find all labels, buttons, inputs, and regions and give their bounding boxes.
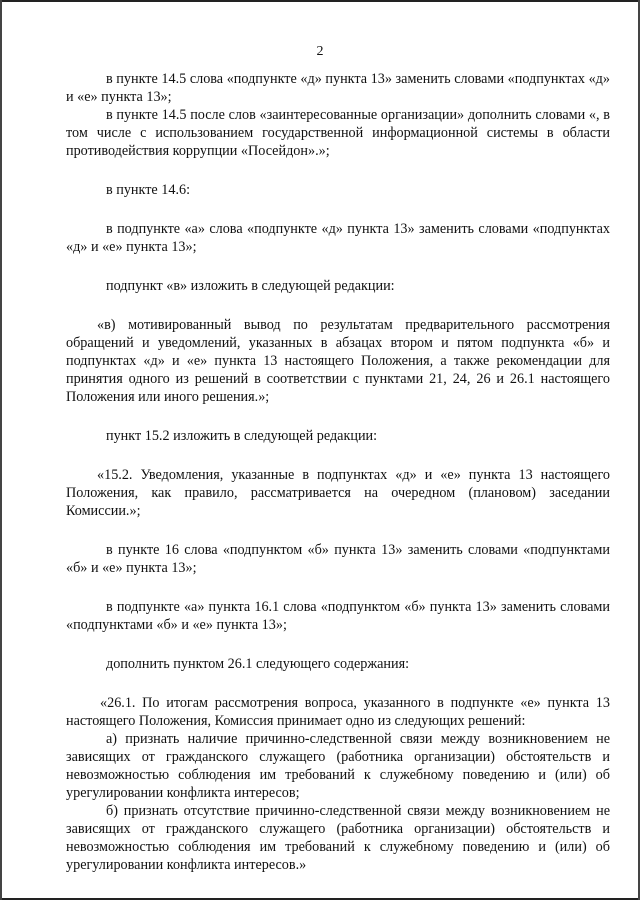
paragraph-7: пункт 15.2 изложить в следующей редакции: xyxy=(106,428,378,444)
paragraph-1: в пункте 14.5 слова «подпункте «д» пункта 13» заменить словами «подпунктах «д» и «е» пункта 13»; xyxy=(66,71,610,105)
document-body xyxy=(66,70,610,874)
paragraph-4: в подпункте «а» слова «подпункте «д» пункта 13» заменить словами «подпунктах «д» и «е» пункта 13»; xyxy=(66,221,610,255)
paragraph-9: в пункте 16 слова «подпунктом «б» пункта 13» заменить словами «подпунктами «б» и «е» пункта 13»; xyxy=(66,542,610,576)
paragraph-5: подпункт «в» изложить в следующей редакции: xyxy=(106,278,395,294)
paragraph-13: а) признать наличие причинно-следственной связи между возникновением не зависящих от гражданского служащего (работника организации) обстоятельств и невозможностью соблюдения им требований к служебному поведению и (или) об урегулировании конфликта интересов; xyxy=(66,731,610,801)
paragraph-3: в пункте 14.6: xyxy=(106,182,191,198)
scan-edge-left xyxy=(0,0,2,900)
paragraph-12: «26.1. По итогам рассмотрения вопроса, указанного в подпункте «е» пункта 13 настоящего Положения, Комиссия принимает одно из следующих решений: xyxy=(66,695,610,729)
paragraph-14: б) признать отсутствие причинно-следственной связи между возникновением не зависящих от гражданского служащего (работника организации) обстоятельств и невозможностью соблюдения им требований к служебному поведению и (или) об урегулировании конфликта интересов.» xyxy=(66,803,610,873)
page-number: 2 xyxy=(316,44,324,59)
paragraph-10: в подпункте «а» пункта 16.1 слова «подпунктом «б» пункта 13» заменить словами «подпунктами «б» и «е» пункта 13»; xyxy=(66,599,610,633)
paragraph-6: «в) мотивированный вывод по результатам предварительного рассмотрения обращений и уведомлений, указанных в абзацах втором и пятом подпункта «б» и подпунктах «д» и «е» пункта 13 настоящего Положения, а также рекомендации для принятия одного из решений в соответствии с пунктами 21, 24, 26 и 26.1 настоящего Положения или иного решения.»; xyxy=(66,317,610,405)
scan-edge-top xyxy=(0,0,640,2)
paragraph-11: дополнить пунктом 26.1 следующего содержания: xyxy=(106,656,410,672)
paragraph-8: «15.2. Уведомления, указанные в подпунктах «д» и «е» пункта 13 настоящего Положения, как правило, рассматривается на очередном (плановом) заседании Комиссии.»; xyxy=(66,467,610,519)
paragraph-2: в пункте 14.5 после слов «заинтересованные организации» дополнить словами «, в том числе с использованием государственной информационной системы в области противодействия коррупции «Посейдон».»; xyxy=(66,107,610,159)
